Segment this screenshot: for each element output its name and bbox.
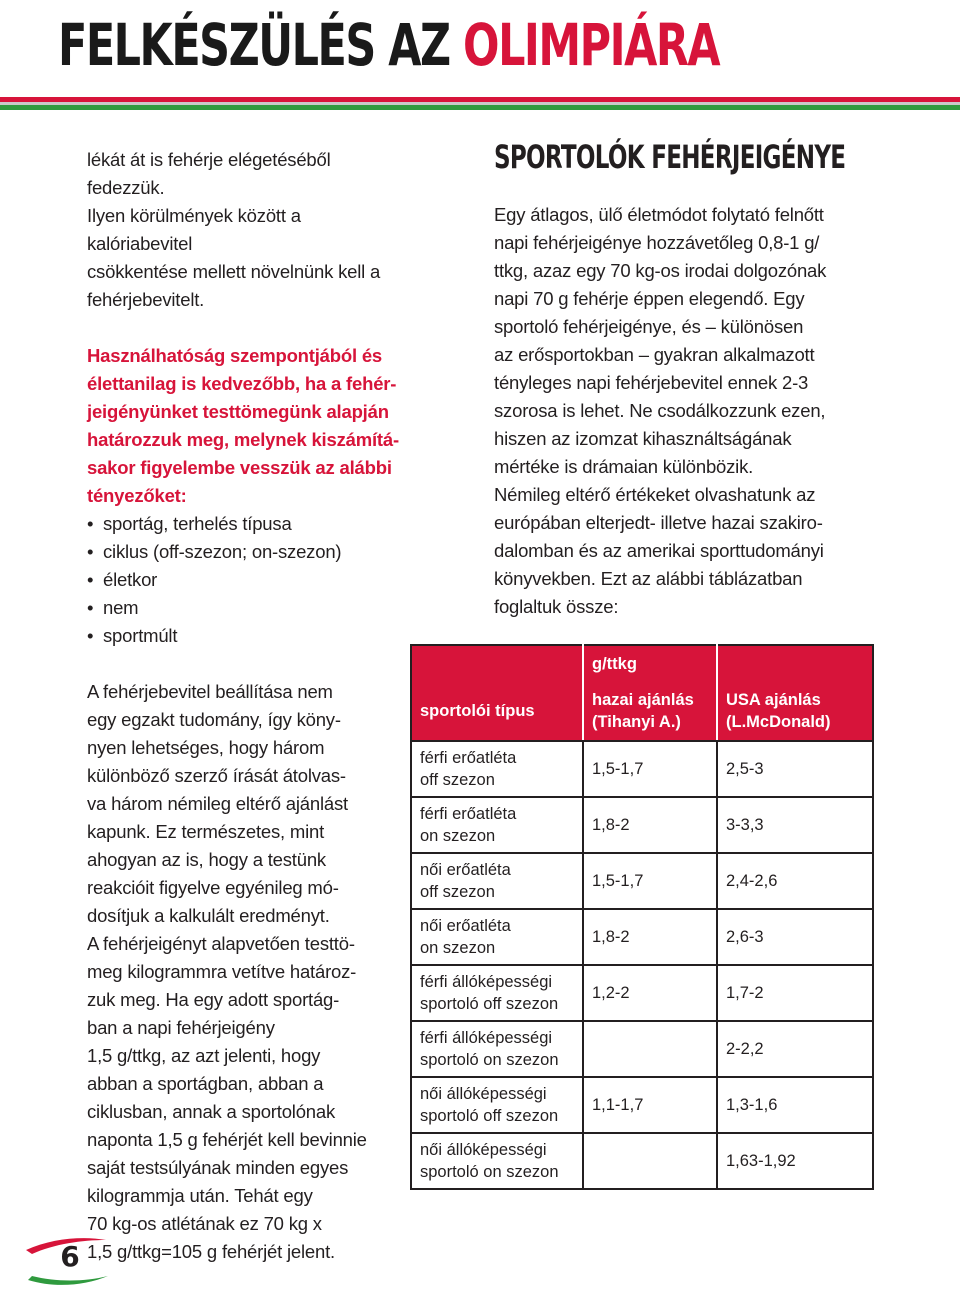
paragraph-line: Némileg eltérő értékeket olvashatunk az	[494, 484, 816, 505]
paragraph-line: dalomban és az amerikai sporttudományi	[494, 540, 824, 561]
athlete-type-line: sportoló off szezon	[420, 995, 559, 1013]
highlight-line: tényezőket:	[87, 485, 187, 506]
highlight-line: sakor figyelembe vesszük az alábbi	[87, 457, 392, 478]
body-line: naponta 1,5 g fehérjét kell bevinnie	[87, 1129, 367, 1150]
cell-athlete-type	[411, 1077, 583, 1133]
factor-item: • sportmúlt	[87, 622, 407, 650]
paragraph-line: ttkg, azaz egy 70 kg-os irodai dolgozónak	[494, 260, 827, 281]
left-column	[87, 146, 407, 1266]
athlete-type-line: sportoló off szezon	[420, 1107, 559, 1125]
cell-us-value: 1,3-1,6	[717, 1077, 873, 1133]
cell-athlete-type	[411, 853, 583, 909]
body-line: 1,5 g/ttkg, az azt jelenti, hogy	[87, 1045, 321, 1066]
cell-athlete-type	[411, 1021, 583, 1077]
athlete-type-line: férfi erőatléta	[420, 749, 517, 767]
intro-line: csökkentése mellett növelnünk kell a	[87, 261, 381, 282]
cell-hu-value: 1,1-1,7	[583, 1077, 717, 1133]
highlight-line: Használhatóság szempontjából és	[87, 345, 383, 366]
cell-hu-value: 1,5-1,7	[583, 741, 717, 797]
cell-us-value: 1,63-1,92	[717, 1133, 873, 1189]
athlete-type-line: on szezon	[420, 827, 496, 845]
cell-us-value: 3-3,3	[717, 797, 873, 853]
athlete-type-line: on szezon	[420, 939, 496, 957]
cell-hu-value	[583, 1021, 717, 1077]
paragraph-line: sportoló fehérjeigénye, és – különösen	[494, 316, 804, 337]
cell-us-value: 2,5-3	[717, 741, 873, 797]
page-title	[58, 6, 719, 84]
body-line: ban a napi fehérjeigény	[87, 1017, 275, 1038]
paragraph-line: mértéke is drámaian különbözik.	[494, 456, 754, 477]
paragraph-line: tényleges napi fehérjebevitel ennek 2-3	[494, 372, 809, 393]
intro-line: Ilyen körülmények között a kalóriabevitel	[87, 205, 301, 254]
athlete-type-line: női erőatléta	[420, 917, 511, 935]
paragraph-line: foglaltuk össze:	[494, 596, 619, 617]
table-row	[411, 797, 873, 853]
cell-us-value: 2,4-2,6	[717, 853, 873, 909]
body-line: saját testsúlyának minden egyes	[87, 1157, 349, 1178]
body-line: különböző szerző írását átolvas-	[87, 765, 346, 786]
factor-item: • nem	[87, 594, 407, 622]
athlete-type-line: férfi állóképességi	[420, 973, 553, 991]
table-header-row	[411, 645, 873, 682]
factor-item: • sportág, terhelés típusa	[87, 510, 407, 538]
header-cell-empty	[717, 645, 873, 682]
cell-us-value: 1,7-2	[717, 965, 873, 1021]
cell-us-value: 2-2,2	[717, 1021, 873, 1077]
cell-hu-value: 1,8-2	[583, 797, 717, 853]
section-paragraph	[494, 201, 914, 621]
athlete-type-line: férfi állóképességi	[420, 1029, 553, 1047]
body-line: meg kilogrammra vetítve határoz-	[87, 961, 357, 982]
cell-athlete-type	[411, 741, 583, 797]
title-accent: OLIMPIÁRA	[463, 11, 720, 79]
spacer	[87, 314, 407, 342]
table-row	[411, 853, 873, 909]
header-us-line: (L.McDonald)	[726, 713, 831, 731]
cell-hu-value: 1,2-2	[583, 965, 717, 1021]
highlight-line: határozzuk meg, melynek kiszámítá-	[87, 429, 399, 450]
spacer	[87, 650, 407, 678]
athlete-type-line: női állóképességi	[420, 1141, 547, 1159]
header-cell-unit: g/ttkg	[583, 645, 717, 682]
highlight-line: jeigényünket testtömegünk alapján	[87, 401, 389, 422]
body-line: reakcióit figyelve egyénileg mó-	[87, 877, 339, 898]
paragraph-line: napi fehérjeigénye hozzávetőleg 0,8-1 g/	[494, 232, 820, 253]
body-line: A fehérjebevitel beállítása nem	[87, 681, 333, 702]
header-us-line: USA ajánlás	[726, 691, 821, 709]
title-main: FELKÉSZÜLÉS AZ	[58, 11, 464, 79]
body-line: zuk meg. Ha egy adott sportág-	[87, 989, 340, 1010]
body-line: ahogyan az is, hogy a testünk	[87, 849, 326, 870]
body-line: ciklusban, annak a sportolónak	[87, 1101, 336, 1122]
athlete-type-line: sportoló on szezon	[420, 1051, 559, 1069]
table-body	[411, 741, 873, 1189]
body-line: va három némileg eltérő ajánlást	[87, 793, 348, 814]
athlete-type-line: off szezon	[420, 883, 495, 901]
body-line: egy egzakt tudomány, így köny-	[87, 709, 341, 730]
paragraph-line: Egy átlagos, ülő életmódot folytató felnőtt	[494, 204, 824, 225]
body-line: abban a sportágban, abban a	[87, 1073, 324, 1094]
cell-us-value: 2,6-3	[717, 909, 873, 965]
cell-athlete-type	[411, 797, 583, 853]
header-hu-line: (Tihanyi A.)	[592, 713, 681, 731]
cell-hu-value: 1,5-1,7	[583, 853, 717, 909]
body-line: kilogrammja után. Tehát egy	[87, 1185, 313, 1206]
flag-stripe-green	[0, 105, 960, 110]
athlete-type-line: női erőatléta	[420, 861, 511, 879]
body-line: 70 kg-os atlétának ez 70 kg x	[87, 1213, 322, 1234]
body-line: A fehérjeigényt alapvetően testtö-	[87, 933, 355, 954]
table-row	[411, 965, 873, 1021]
protein-table	[410, 644, 874, 1190]
factor-item: • ciklus (off-szezon; on-szezon)	[87, 538, 407, 566]
table-row	[411, 1077, 873, 1133]
intro-line: fehérjebevitelt.	[87, 289, 205, 310]
body-line: kapunk. Ez természetes, mint	[87, 821, 325, 842]
header-cell-us	[717, 682, 873, 741]
header-hu-line: hazai ajánlás	[592, 691, 694, 709]
cell-hu-value	[583, 1133, 717, 1189]
section-heading: SPORTOLÓK FEHÉRJEIGÉNYE	[494, 138, 846, 176]
cell-hu-value: 1,8-2	[583, 909, 717, 965]
athlete-type-line: off szezon	[420, 771, 495, 789]
header-cell-empty	[411, 645, 583, 682]
factor-item: • életkor	[87, 566, 407, 594]
athlete-type-line: sportoló on szezon	[420, 1163, 559, 1181]
paragraph-line: az erősportokban – gyakran alkalmazott	[494, 344, 815, 365]
athlete-type-line: férfi erőatléta	[420, 805, 517, 823]
table-row	[411, 1021, 873, 1077]
paragraph-line: szorosa is lehet. Ne csodálkozzunk ezen,	[494, 400, 826, 421]
paragraph-line: európában elterjedt- illetve hazai szakiro-	[494, 512, 823, 533]
paragraph-line: könyvekben. Ezt az alábbi táblázatban	[494, 568, 803, 589]
athlete-type-line: női állóképességi	[420, 1085, 547, 1103]
header-cell-type: sportolói típus	[411, 682, 583, 741]
paragraph-line: napi 70 g fehérje éppen elegendő. Egy	[494, 288, 805, 309]
table-header-row	[411, 682, 873, 741]
cell-athlete-type	[411, 965, 583, 1021]
table-row	[411, 1133, 873, 1189]
highlight-line: élettanilag is kedvezőbb, ha a fehér-	[87, 373, 397, 394]
header-cell-hu	[583, 682, 717, 741]
table-row	[411, 909, 873, 965]
cell-athlete-type	[411, 909, 583, 965]
paragraph-line: hiszen az izomzat kihasználtságának	[494, 428, 792, 449]
body-line: nyen lehetséges, hogy három	[87, 737, 325, 758]
factor-list	[87, 510, 407, 650]
cell-athlete-type	[411, 1133, 583, 1189]
table-row	[411, 741, 873, 797]
right-column	[494, 135, 914, 621]
body-line: 1,5 g/ttkg=105 g fehérjét jelent.	[87, 1241, 335, 1262]
intro-line: lékát át is fehérje elégetéséből fedezzük.	[87, 149, 331, 198]
page-number: 6	[60, 1240, 80, 1273]
body-line: dosítjuk a kalkulált eredményt.	[87, 905, 330, 926]
